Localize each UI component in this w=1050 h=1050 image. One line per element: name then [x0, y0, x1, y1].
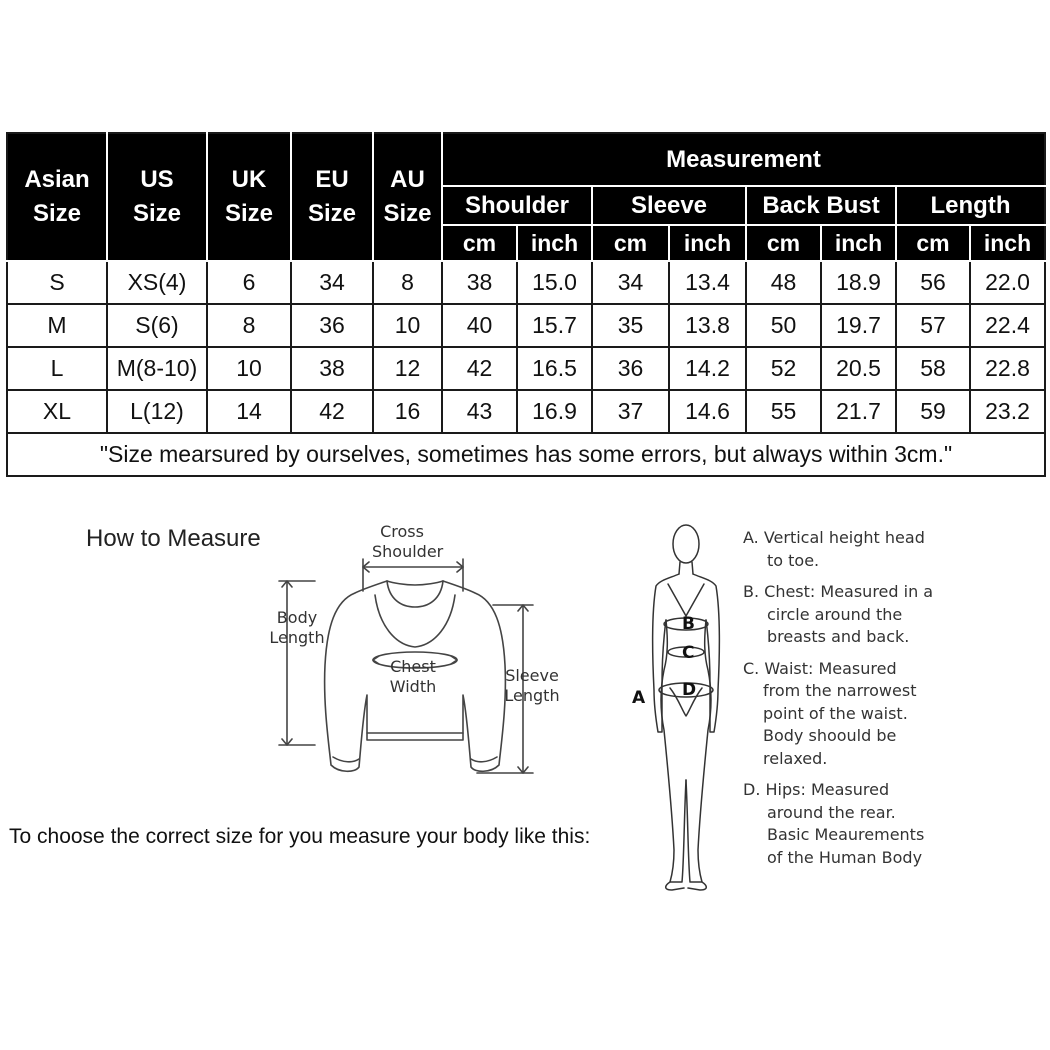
unit-header: cm	[592, 225, 669, 261]
table-cell: 15.7	[517, 304, 592, 347]
table-cell: 10	[373, 304, 442, 347]
table-cell: S(6)	[107, 304, 207, 347]
table-cell: 36	[592, 347, 669, 390]
measurement-note: "Size mearsured by ourselves, sometimes has some errors, but always within 3cm."	[7, 433, 1045, 476]
table-cell: 8	[373, 261, 442, 304]
table-cell: 42	[291, 390, 373, 433]
table-cell: XS(4)	[107, 261, 207, 304]
header-uk-size: UK Size	[207, 133, 291, 261]
table-cell: 13.4	[669, 261, 746, 304]
unit-header: cm	[442, 225, 517, 261]
table-cell: 50	[746, 304, 821, 347]
table-cell: XL	[7, 390, 107, 433]
table-cell: 22.4	[970, 304, 1045, 347]
body-letter-c: C	[682, 643, 695, 663]
header-length: Length	[896, 186, 1045, 225]
body-length-label: Body Length	[269, 608, 325, 647]
table-cell: 38	[442, 261, 517, 304]
header-asian-size: Asian Size	[7, 133, 107, 261]
sleeve-length-label: Sleeve Length	[504, 666, 560, 705]
table-cell: 40	[442, 304, 517, 347]
definition-c: C. Waist: Measured from the narrowest point of the waist. Body shoould be relaxed.	[743, 658, 917, 768]
table-cell: 42	[442, 347, 517, 390]
table-row	[7, 304, 1045, 347]
table-body	[7, 261, 1045, 476]
table-cell: M(8-10)	[107, 347, 207, 390]
measurement-definitions	[743, 527, 933, 878]
table-cell: 23.2	[970, 390, 1045, 433]
definition-a: A. Vertical height head to toe.	[743, 528, 925, 570]
header-us-size: US Size	[107, 133, 207, 261]
size-chart-table	[6, 132, 1046, 477]
table-cell: 10	[207, 347, 291, 390]
header-shoulder: Shoulder	[442, 186, 592, 225]
body-letter-b: B	[682, 614, 695, 634]
definition-d: D. Hips: Measured around the rear. Basic Meaurements of the Human Body	[743, 780, 925, 867]
size-instruction: To choose the correct size for you measure your body like this:	[9, 825, 591, 848]
table-cell: 56	[896, 261, 970, 304]
table-cell: 48	[746, 261, 821, 304]
table-cell: 59	[896, 390, 970, 433]
body-letter-a: A	[632, 688, 646, 708]
table-row	[7, 261, 1045, 304]
table-cell: 16.5	[517, 347, 592, 390]
table-cell: 15.0	[517, 261, 592, 304]
table-cell: 18.9	[821, 261, 896, 304]
header-measurement: Measurement	[442, 133, 1045, 186]
table-cell: 34	[291, 261, 373, 304]
table-cell: 37	[592, 390, 669, 433]
table-cell: 22.0	[970, 261, 1045, 304]
body-letter-d: D	[682, 680, 697, 700]
table-cell: L(12)	[107, 390, 207, 433]
table-cell: 38	[291, 347, 373, 390]
table-row	[7, 390, 1045, 433]
table-cell: 14	[207, 390, 291, 433]
table-cell: 52	[746, 347, 821, 390]
table-cell: 20.5	[821, 347, 896, 390]
table-row	[7, 347, 1045, 390]
table-cell: 57	[896, 304, 970, 347]
header-sleeve: Sleeve	[592, 186, 746, 225]
header-eu-size: EU Size	[291, 133, 373, 261]
unit-header: inch	[970, 225, 1045, 261]
table-cell: 36	[291, 304, 373, 347]
chest-width-label: Chest Width	[389, 657, 437, 696]
table-cell: 8	[207, 304, 291, 347]
table-cell: 34	[592, 261, 669, 304]
table-cell: 43	[442, 390, 517, 433]
unit-header: inch	[821, 225, 896, 261]
table-cell: S	[7, 261, 107, 304]
unit-header: inch	[669, 225, 746, 261]
header-back-bust: Back Bust	[746, 186, 896, 225]
table-cell: 12	[373, 347, 442, 390]
body-figure-illustration	[630, 520, 740, 895]
table-cell: 55	[746, 390, 821, 433]
cross-shoulder-label: Cross Shoulder	[372, 522, 444, 561]
table-cell: M	[7, 304, 107, 347]
table-cell: 14.6	[669, 390, 746, 433]
unit-header: inch	[517, 225, 592, 261]
definition-b: B. Chest: Measured in a circle around the breasts and back.	[743, 582, 934, 646]
table-cell: 22.8	[970, 347, 1045, 390]
table-cell: 21.7	[821, 390, 896, 433]
table-cell: L	[7, 347, 107, 390]
unit-header: cm	[746, 225, 821, 261]
header-au-size: AU Size	[373, 133, 442, 261]
table-header	[7, 133, 1045, 261]
unit-header: cm	[896, 225, 970, 261]
table-cell: 6	[207, 261, 291, 304]
table-cell: 58	[896, 347, 970, 390]
table-cell: 16	[373, 390, 442, 433]
table-cell: 14.2	[669, 347, 746, 390]
table-cell: 35	[592, 304, 669, 347]
how-to-measure-title: How to Measure	[86, 525, 261, 552]
table-cell: 19.7	[821, 304, 896, 347]
table-cell: 13.8	[669, 304, 746, 347]
table-cell: 16.9	[517, 390, 592, 433]
